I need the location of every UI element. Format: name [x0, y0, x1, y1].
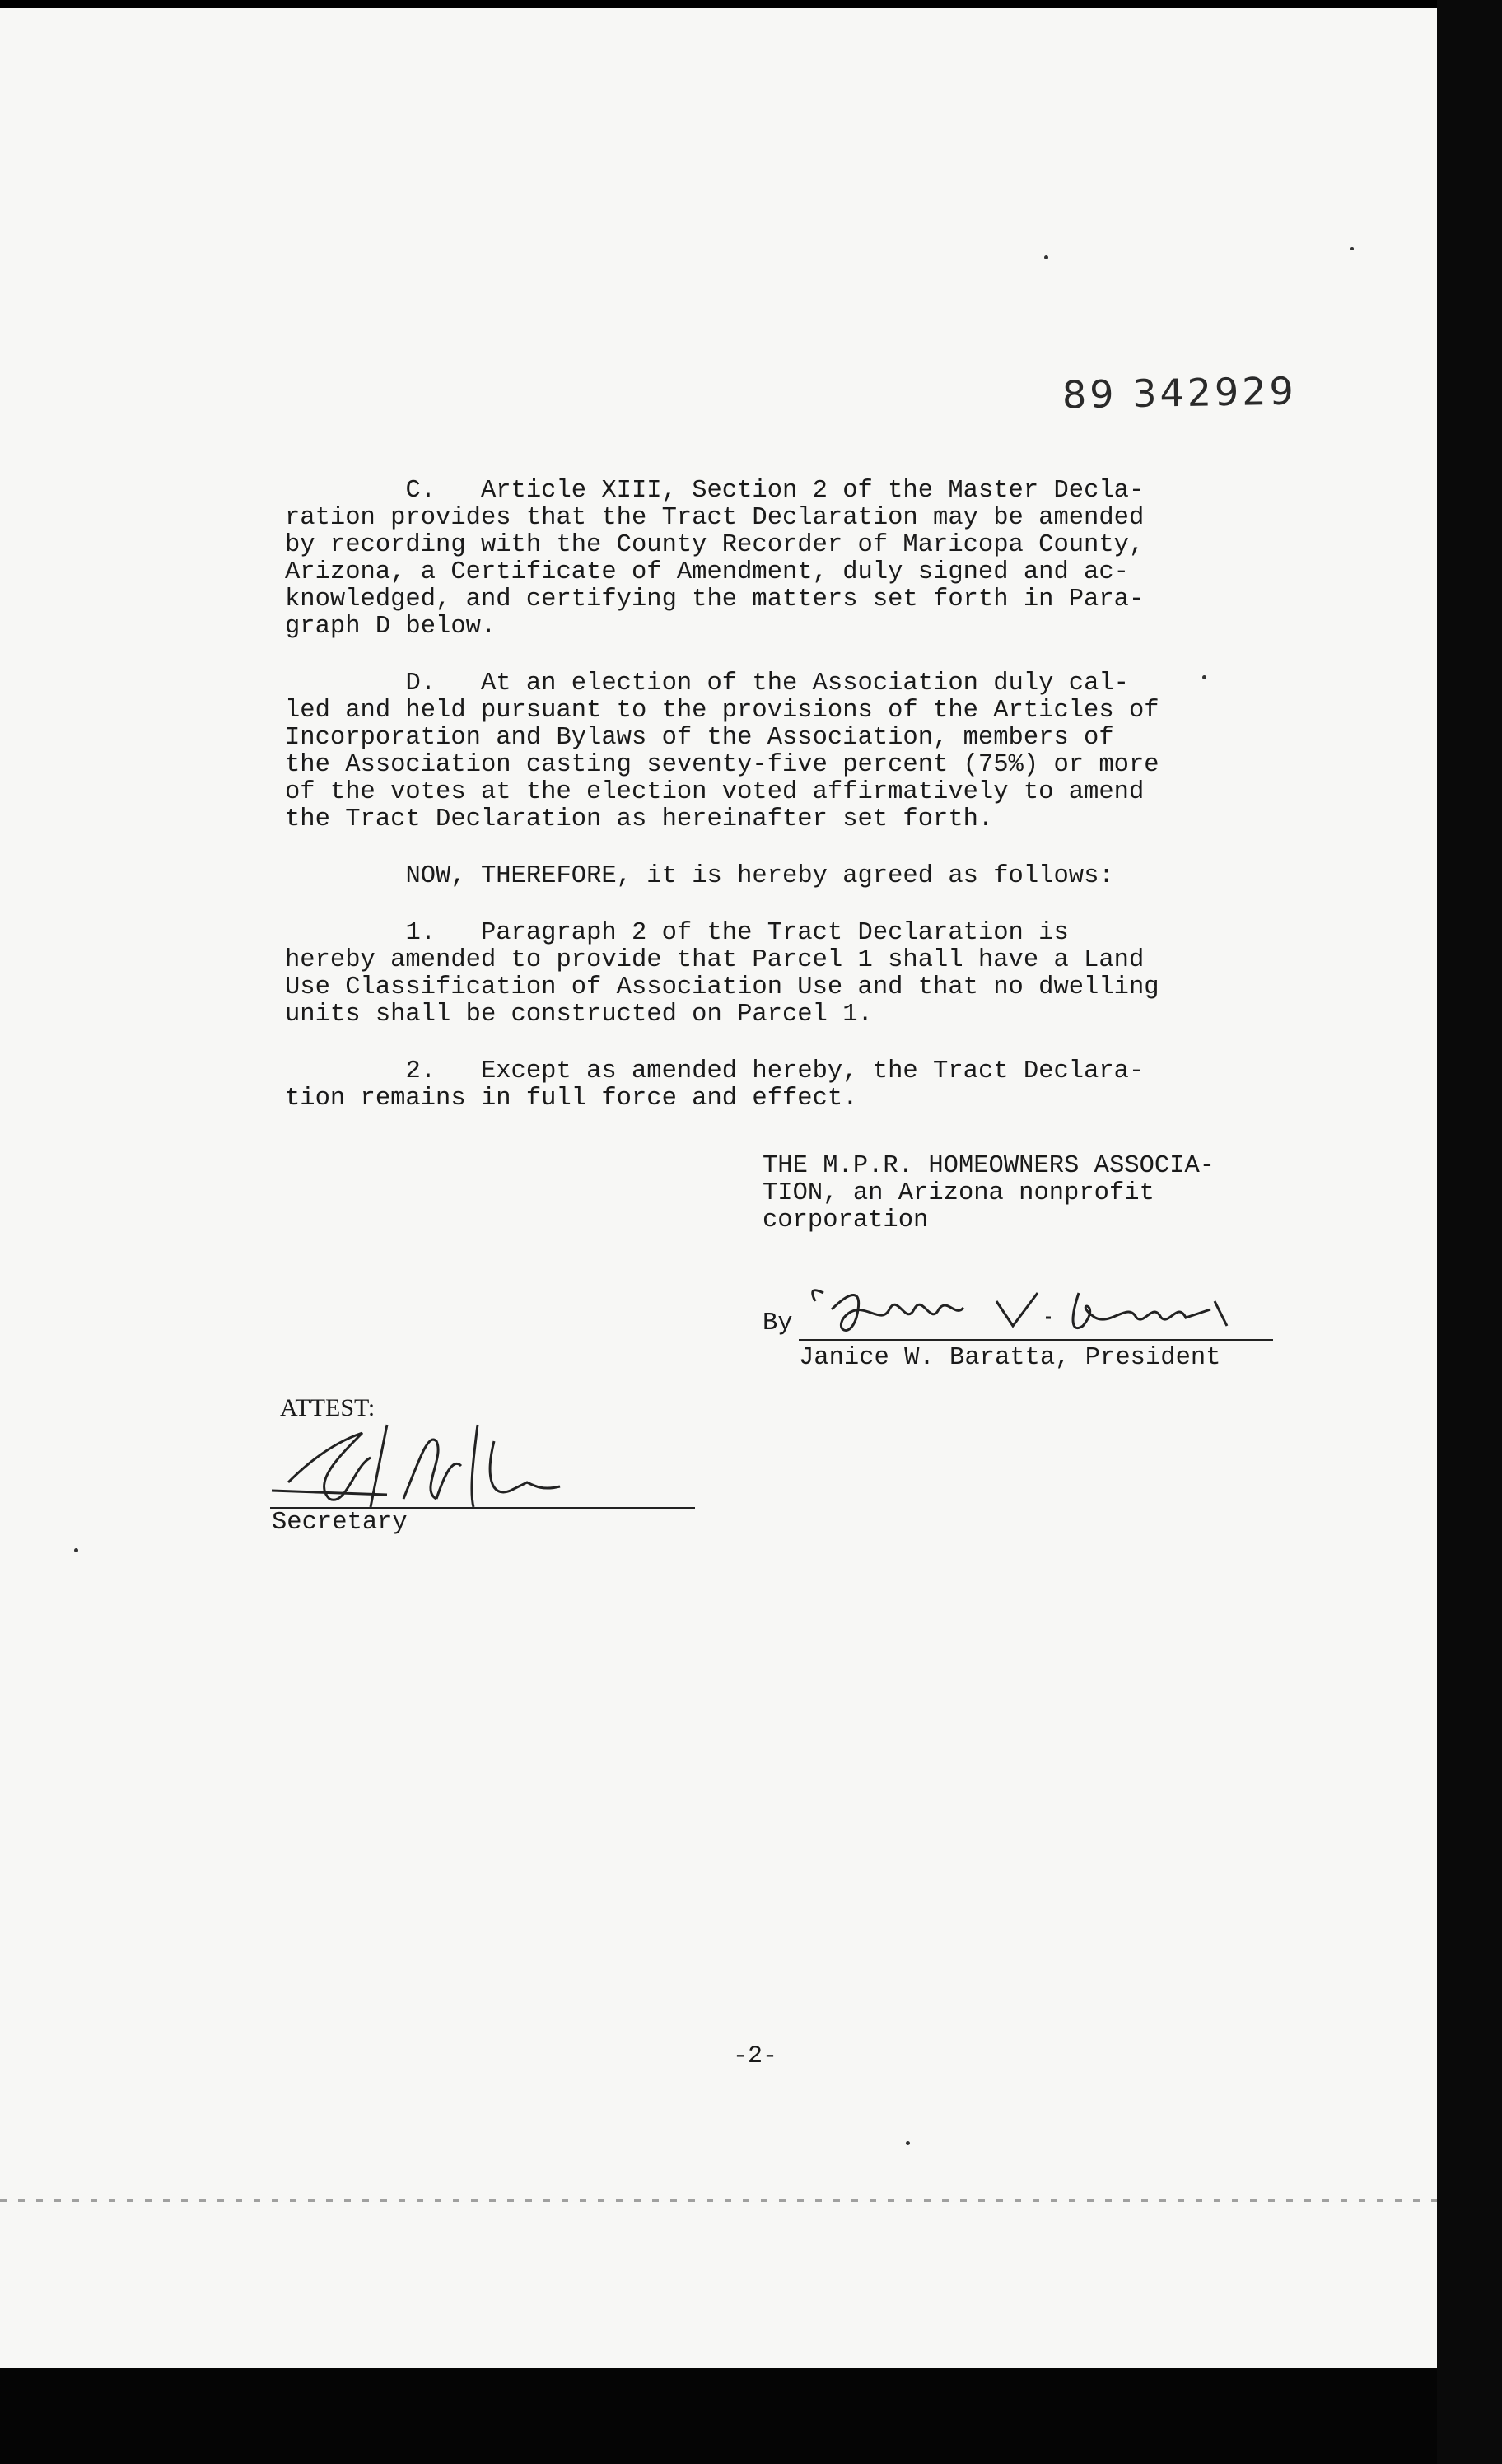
scan-edge-right: [1437, 0, 1502, 2464]
attest-label: ATTEST:: [280, 1394, 376, 1421]
document-page: [0, 8, 1437, 2368]
recording-number: 89 342929: [1061, 368, 1298, 418]
paragraph-d: D. At an election of the Association duly cal- led and held pursuant to the provisions of the Articles of Incorporation and Bylaws of the Association, members of the Association casting seventy-five percent (75%) or more of the votes at the election voted affirmatively to amend the Tract Declaration as hereinafter set forth.: [285, 670, 1159, 833]
scan-artifact-line: [0, 2199, 1437, 2202]
association-name-block: THE M.P.R. HOMEOWNERS ASSOCIA- TION, an Arizona nonprofit corporation: [763, 1152, 1215, 1234]
secretary-signature: [264, 1408, 626, 1524]
signer-name: Janice W. Baratta, President: [799, 1344, 1221, 1372]
by-label: By: [763, 1309, 793, 1337]
scan-speck: [1202, 675, 1206, 679]
scan-speck: [906, 2141, 910, 2145]
scan-speck: [1044, 255, 1048, 259]
paragraph-2: 2. Except as amended hereby, the Tract Declara- tion remains in full force and effect.: [285, 1057, 1145, 1113]
scan-speck: [74, 1548, 78, 1552]
president-signature: [799, 1268, 1293, 1367]
paragraph-c: C. Article XIII, Section 2 of the Master Decla- ration provides that the Tract Declaration may be amended by recording with the County Recorder of Maricopa County, Arizona, a Certificate of Amendment, duly signed and ac- knowledged, and certifying the matters set forth in Para- graph D below.: [285, 477, 1145, 641]
paragraph-1: 1. Paragraph 2 of the Tract Declaration is hereby amended to provide that Parcel 1 shall have a Land Use Classification of Association Use and that no dwelling units shall be constructed on Parcel 1.: [285, 919, 1159, 1029]
secretary-label: Secretary: [272, 1509, 408, 1537]
document-body: [285, 478, 1265, 1142]
scan-speck: [1350, 247, 1354, 250]
paragraph-now-therefore: NOW, THEREFORE, it is hereby agreed as follows:: [285, 862, 1114, 890]
page-number: -2-: [733, 2042, 778, 2070]
scan-edge-bottom: [0, 2368, 1437, 2464]
